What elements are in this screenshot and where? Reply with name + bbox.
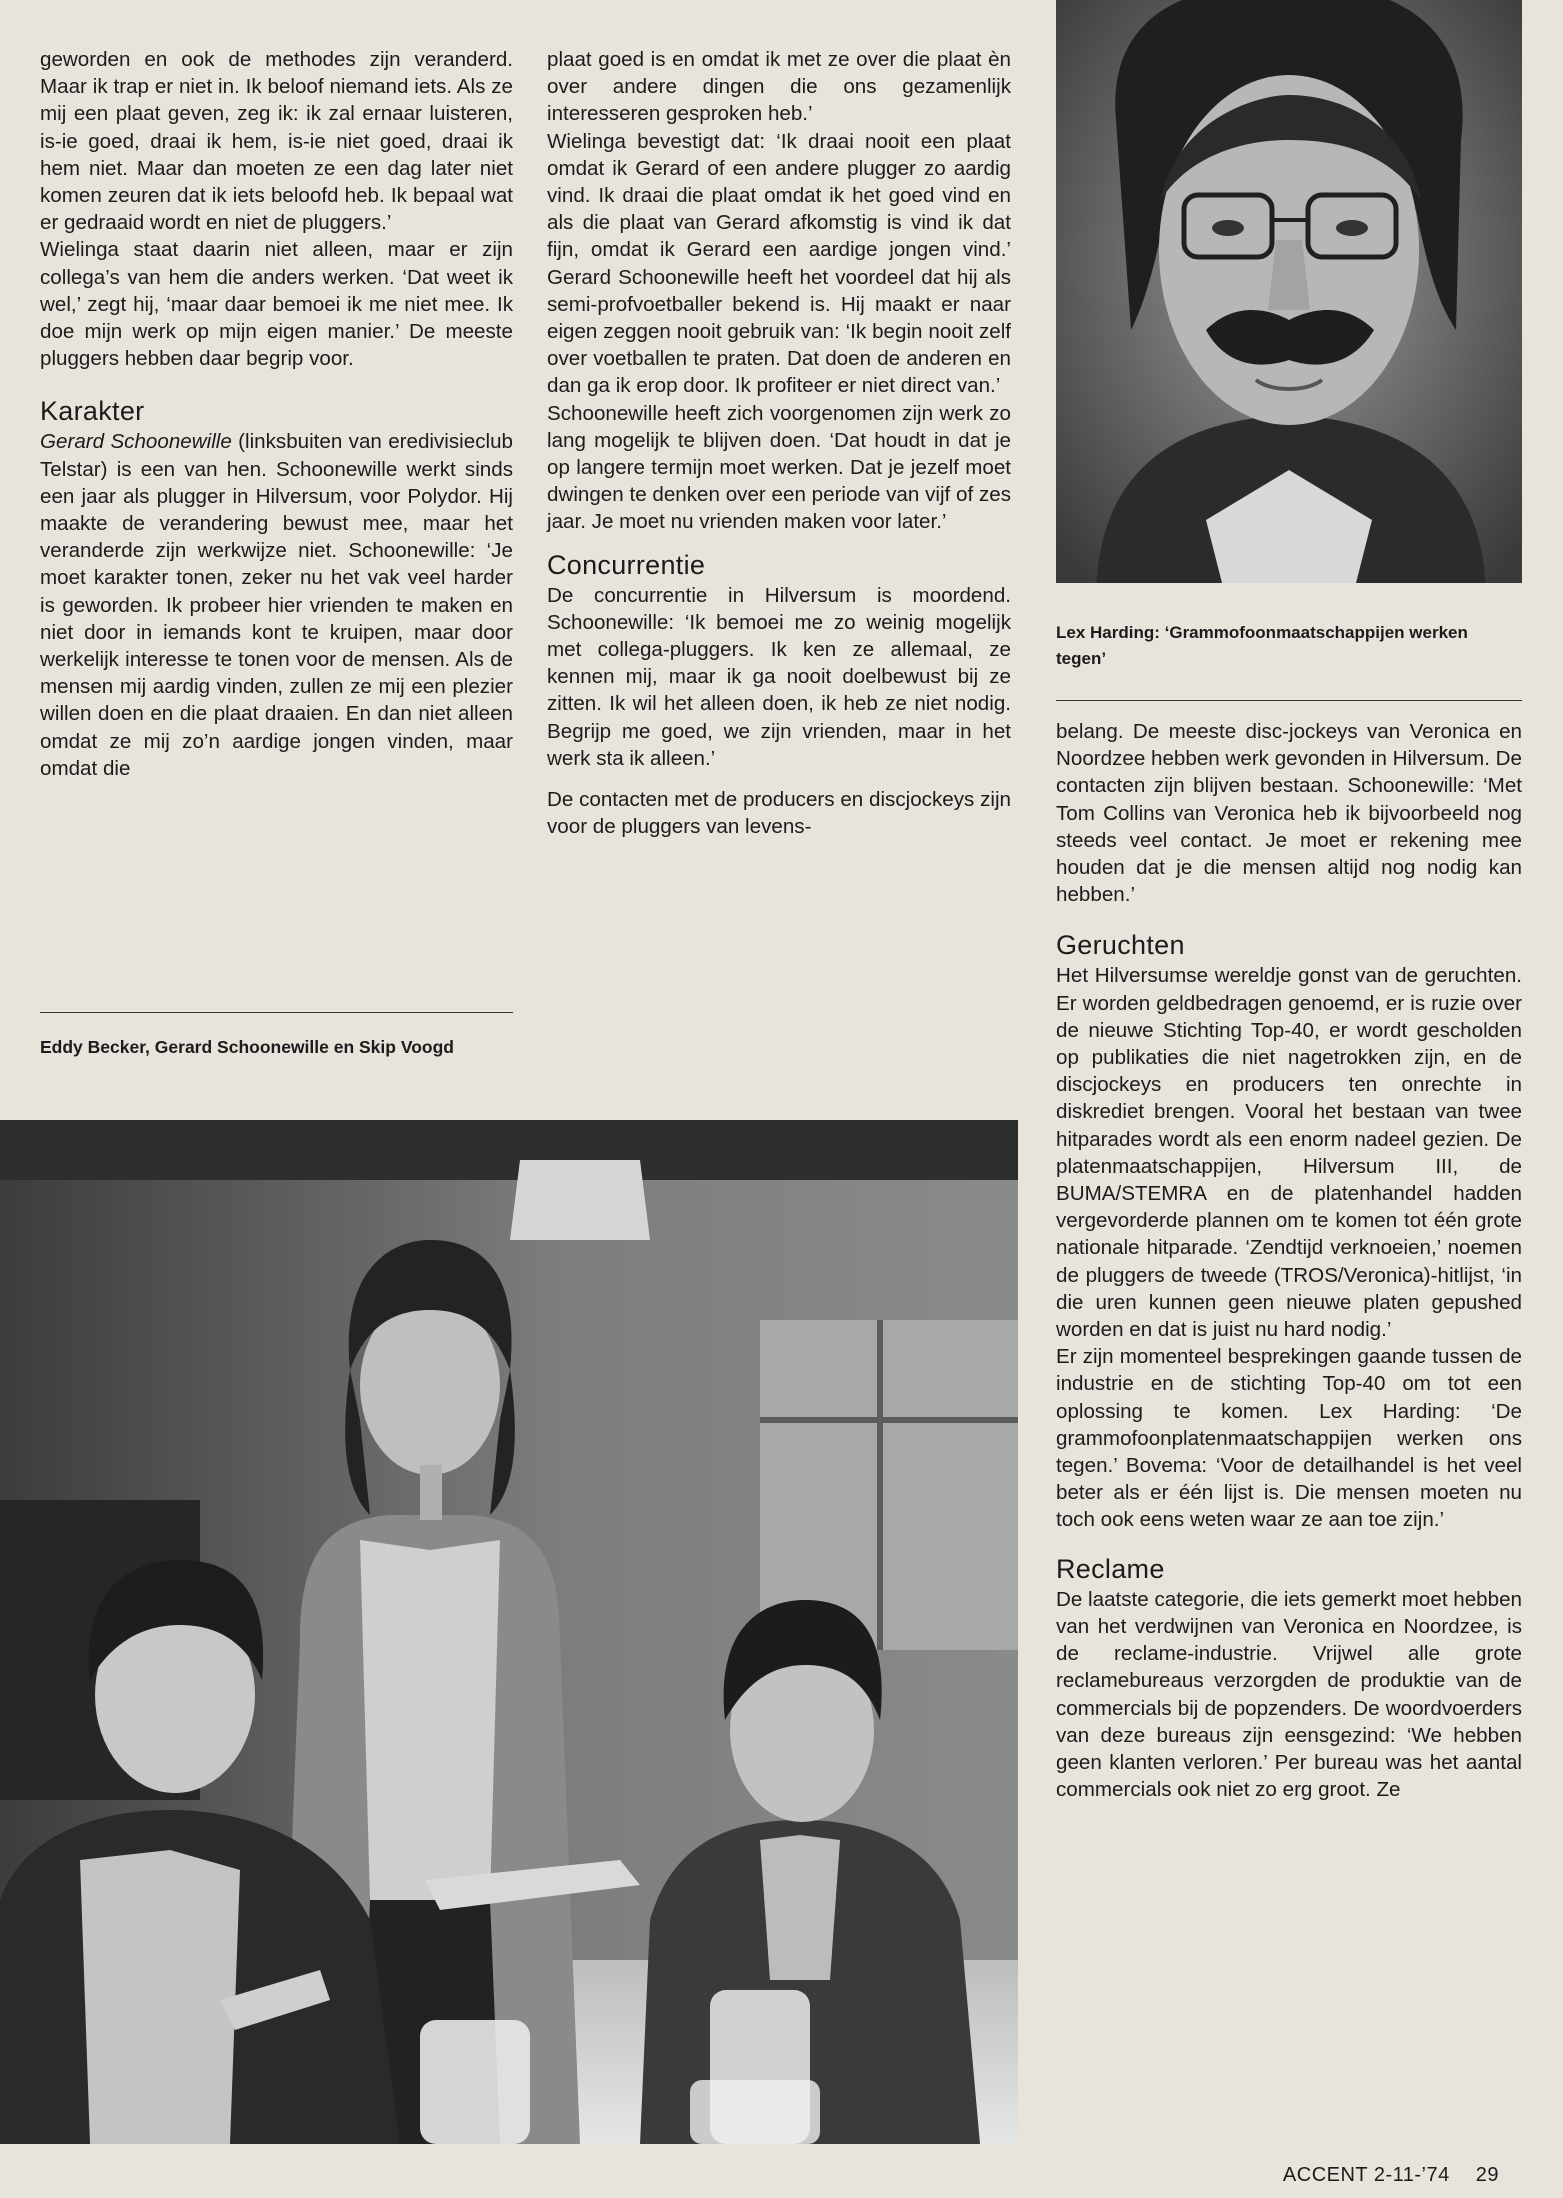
col1-paragraph-3: [40, 428, 513, 782]
caption-rule-portrait-bottom: [1056, 700, 1522, 701]
group-photo-illustration: [0, 1120, 1018, 2144]
col2-paragraph-2: Wielinga bevestigt dat: ‘Ik draai nooit een plaat omdat ik Gerard of een andere plugger zo aardig vind. Ik draai die plaat omdat ik het goed vind en als die plaat van Gerard afkomstig is vind ik dat fijn, omdat ik Gerard een aardige jongen vind.’ Gerard Schoonewille heeft het voordeel dat hij als semi-profvoetballer bekend is. Hij maakt er naar eigen zeggen nooit gebruik van: ‘Ik begin nooit zelf over voetballen te praten. Dat doen de anderen en dan ga ik erop door. Ik profiteer er niet direct van.’: [547, 129, 1011, 398]
portrait-illustration: [1056, 0, 1522, 583]
caption-rule-group-top: [40, 1012, 513, 1013]
portrait-photo-lex-harding: [1056, 0, 1522, 583]
person-name-schoonewille: Gerard Schoonewille: [40, 430, 232, 454]
caption-group-photo: Eddy Becker, Gerard Schoonewille en Skip Voogd: [40, 1037, 454, 1057]
col3-paragraph-3: Er zijn momenteel besprekingen gaande tussen de industrie en de stichting Top-40 om tot een oplossing te komen. Lex Harding: ‘De grammofoonplatenmaatschappijen werken ons tegen.’ Bovema: ‘Voor de detailhandel is het veel beter als er één lijst is. Die mensen moeten nu toch ook eens weten waar ze aan toe zijn.’: [1056, 1345, 1522, 1532]
column-2: [547, 46, 1011, 840]
page-footer: [1283, 2164, 1499, 2187]
col1-paragraph-2: Wielinga staat daarin niet alleen, maar er zijn collega’s van hem die anders werken. ‘Dat weet ik wel,’ zegt hij, ‘maar daar bemoei ik me niet mee. Ik doe mijn werk op mijn eigen manier.’ De meeste pluggers hebben daar begrip voor.: [40, 238, 513, 371]
heading-reclame: Reclame: [1056, 1553, 1165, 1584]
col3-paragraph-1: belang. De meeste disc-jockeys van Veronica en Noordzee hebben werk gevonden in Hilversum. De contacten zijn blijven bestaan. Schoonewille: ‘Met Tom Collins van Veronica heb ik bijvoorbeeld nog steeds veel contact. Je moet er rekening mee houden dat je die mensen altijd nog nodig kan hebben.’: [1056, 720, 1522, 907]
column-3: [1056, 718, 1522, 1803]
heading-geruchten: Geruchten: [1056, 930, 1185, 961]
caption-portrait: Lex Harding: ‘Grammofoonmaatschappijen werken tegen’: [1056, 623, 1468, 668]
column-1: [40, 46, 513, 782]
col1-paragraph-3-text: (linksbuiten van eredivisieclub Telstar) is een van hen. Schoonewille werkt sinds een jaar als plugger in Hilversum, voor Polydor. Hij maakte de verandering bewust mee, maar het veranderde zijn werkwijze niet. Schoonewille: ‘Je moet karakter tonen, zeker nu het vak veel harder is geworden. Ik probeer hier vrienden te maken en niet door in iemands kont te kruipen, maar door werkelijk interesse te tonen voor de mensen. Als de mensen mij aardig vinden, zullen ze mij een plezier willen doen en die plaat draaien. En dan niet alleen omdat ze mij zo’n aardige jongen vinden, maar omdat die: [40, 430, 513, 780]
col2-paragraph-1: plaat goed is en omdat ik met ze over die plaat èn over andere dingen die ons gezamenlijk interesseren gesproken heb.’: [547, 48, 1011, 126]
publication-date: ACCENT 2-11-’74: [1282, 2164, 1450, 2186]
col2-paragraph-3: Schoonewille heeft zich voorgenomen zijn werk zo lang mogelijk te blijven doen. ‘Dat houdt in dat je op langere termijn moet werken. Dat je jezelf moet dwingen te denken over een periode van vijf of zes jaar. Je moet nu vrienden maken voor later.’: [547, 401, 1011, 534]
heading-karakter: Karakter: [40, 396, 145, 427]
heading-concurrentie: Concurrentie: [547, 549, 706, 580]
col3-paragraph-4: De laatste categorie, die iets gemerkt moet hebben van het verdwijnen van Veronica en Noordzee, is de reclame-industrie. Vrijwel alle grote reclamebureaus verzorgden de produktie van de commercials bij de popzenders. De woordvoerders van deze bureaus zijn eensgezind: ‘We hebben geen klanten verloren.’ Per bureau was het aantal commercials ook niet zo erg groot. Ze: [1056, 1587, 1522, 1802]
page-number: 29: [1475, 2164, 1499, 2186]
group-photo: [0, 1120, 1018, 2144]
col2-paragraph-5: De contacten met de producers en discjockeys zijn voor de pluggers van levens-: [547, 788, 1011, 839]
col3-paragraph-2: Het Hilversumse wereldje gonst van de geruchten. Er worden geldbedragen genoemd, er is ruzie over de nieuwe Stichting Top-40, er wordt gescholden op publikaties die niet nagetrokken zijn, en de discjockeys en producers ten onrechte in diskrediet brengen. Vooral het bestaan van twee hitparades wordt als een enorm nadeel gezien. De platenmaatschappijen, Hilversum III, de BUMA/STEMRA en de platenhandel hadden vergevorderde plannen om te komen tot één grote nationale hitparade. ‘Zendtijd verknoeien,’ noemen de pluggers de tweede (TROS/Veronica)-hitlijst, ‘in die uren kunnen geen nieuwe platen gepushed worden en dat is juist nu hard nodig.’: [1056, 964, 1522, 1342]
col1-paragraph-1: geworden en ook de methodes zijn veranderd. Maar ik trap er niet in. Ik beloof niemand iets. Als ze mij een plaat geven, zeg ik: ik zal ernaar luisteren, is-ie goed, draai ik hem, is-ie niet goed, draai ik hem niet. Maar dan moeten ze een dag later niet komen zeuren dat ik iets beloofd heb. Ik bepaal wat er gedraaid wordt en niet de pluggers.’: [40, 48, 513, 235]
col2-paragraph-4: De concurrentie in Hilversum is moordend. Schoonewille: ‘Ik bemoei me zo weinig mogelijk met collega-pluggers. Ik ken ze allemaal, ze kennen mij, maar ik ga nooit doelbewust bij ze zitten. Ik wil het alleen doen, ik heb ze niet nodig. Begrijp me goed, we zijn vrienden, maar in het werk sta ik alleen.’: [547, 583, 1011, 770]
